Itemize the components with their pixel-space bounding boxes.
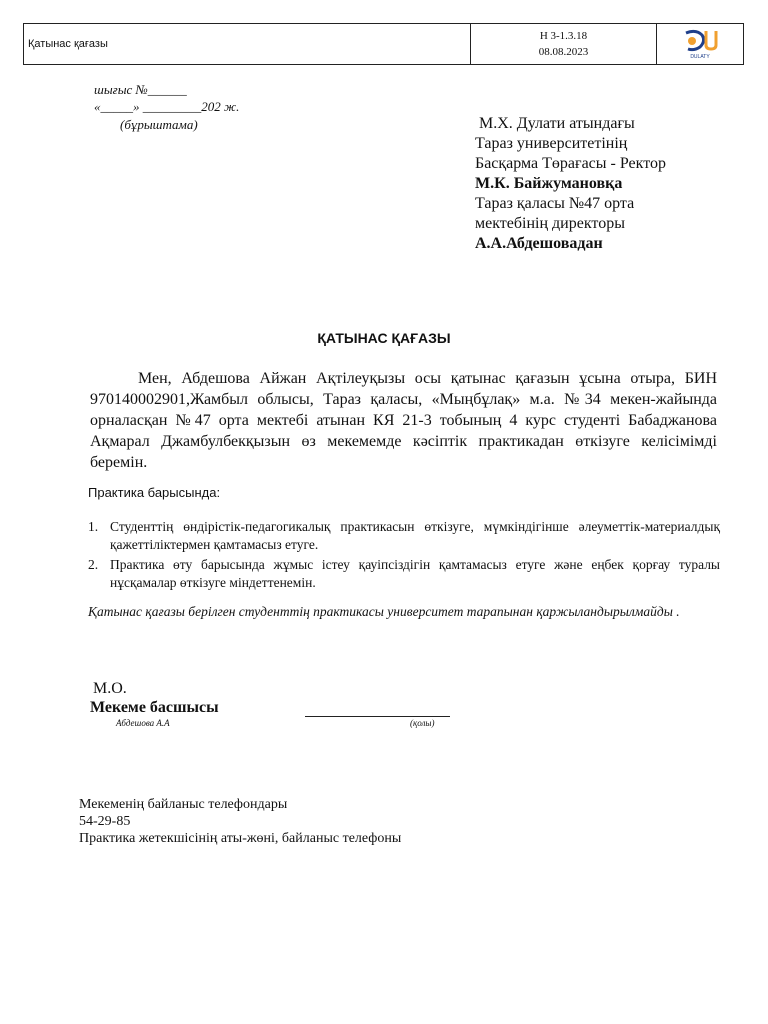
document-title: ҚАТЫНАС ҚАҒАЗЫ (317, 330, 451, 346)
list-item-number: 2. (88, 557, 99, 572)
body-paragraph: Мен, Абдешова Айжан Ақтілеуқызы осы қатынас қағазын ұсына отыра, БИН 970140002901,Жамбыл облысы, Тараз қаласы, «Мыңбұлақ» м.а. №34 мекен-жайында орналасқан №47 орта мектебі атынан КЯ 21-3 тобының 4 курс студенті Бабаджанова Ақмарал Джамбулбекқызын өз мекемемде кәсіптік практикадан өткізуге келісімімді беремін. (90, 370, 717, 471)
header-table (23, 23, 744, 65)
addressee-line: М.Х. Дулати атындағы (479, 115, 635, 132)
header-code-cell (471, 24, 657, 64)
sender-line: Тараз қаласы №47 орта (475, 195, 635, 212)
recipient-name: М.К. Байжумановқа (475, 175, 623, 192)
list-item (88, 518, 720, 554)
signature-label: (қолы) (410, 718, 435, 728)
header-doc-code: Н 3-1.3.18 (539, 30, 588, 42)
university-logo-icon (682, 27, 718, 61)
list-item-number: 1. (88, 519, 99, 534)
contacts-block (79, 796, 401, 847)
addressee-line: Басқарма Төрағасы - Ректор (475, 155, 666, 172)
outgoing-number: шығыс №______ (94, 82, 187, 97)
sender-name: А.А.Абдешовадан (475, 235, 603, 252)
header-doc-date: 08.08.2023 (538, 46, 589, 58)
practice-list (88, 518, 720, 594)
practice-heading: Практика барысында: (88, 485, 221, 500)
header-doc-title: Қатынас қағазы (24, 24, 471, 64)
phones-label: Мекеменің байланыс телефондары (79, 797, 288, 812)
phone-number: 54-29-85 (79, 814, 131, 829)
list-item (88, 556, 720, 592)
organization-head-label: Мекеме басшысы (90, 699, 219, 716)
signature-line (305, 716, 450, 717)
addressee-line: Тараз университетінің (475, 135, 628, 152)
addressee-block (475, 114, 666, 254)
stamp-note: (бұрыштама) (120, 117, 198, 132)
sender-line: мектебінің директоры (475, 215, 625, 232)
funding-note: Қатынас қағазы берілген студенттің практикасы университет тарапынан қаржыландырылмайды . (88, 604, 680, 619)
outgoing-date: «_____» _________202 ж. (94, 99, 240, 114)
list-item-text: Практика өту барысында жұмыс істеу қауіпсіздігін қамтамасыз етуге және еңбек қорғау туралы нұсқамалар өткізуге міндеттенемін. (110, 557, 720, 590)
logo-text: DULATY (690, 54, 710, 60)
list-item-text: Студенттің өндірістік-педагогикалық практикасын өткізуге, мүмкіндігінше әлеуметтік-материалдық қажеттіліктермен қамтамасыз етуге. (110, 519, 720, 552)
stamp-place: М.О. (93, 680, 127, 697)
head-name: Абдешова А.А (116, 718, 170, 728)
header-logo-cell (657, 24, 743, 64)
supervisor-label: Практика жетекшісінің аты-жөні, байланыс телефоны (79, 831, 402, 846)
